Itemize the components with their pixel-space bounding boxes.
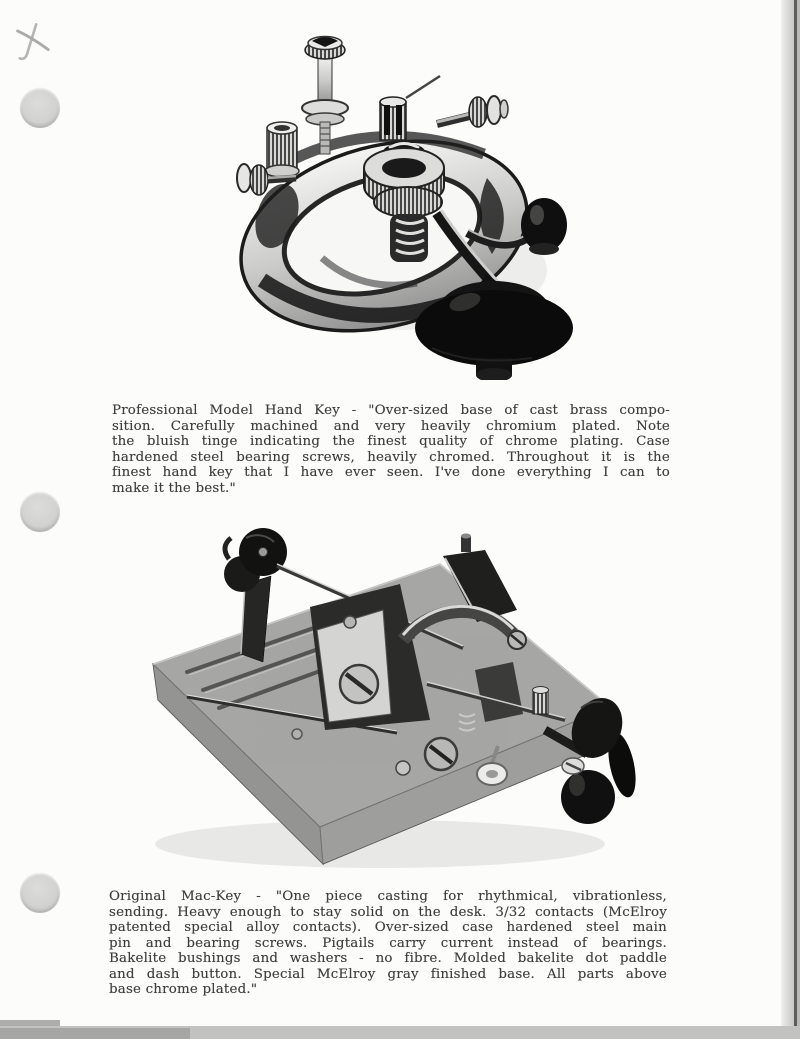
mac-key-photo	[145, 522, 645, 874]
text-line: hardened steel bearing screws, heavily chromed. Throughout it is the	[112, 449, 670, 465]
text-line: pin and bearing screws. Pigtails carry current instead of bearings.	[109, 935, 667, 951]
text-line: patented special alloy contacts). Over-sized case hardened steel main	[109, 920, 667, 935]
scan-edge-line-right	[794, 0, 797, 1034]
text-line: Original Mac-Key - "One piece casting for rhythmical, vibrationless,	[109, 889, 667, 904]
hand-key-description	[112, 403, 670, 496]
text-line: and dash button. Special McElroy gray finished base. All parts above	[109, 966, 667, 982]
hand-key-photo	[232, 28, 574, 380]
text-line: sition. Carefully machined and very heavily chromium plated. Note	[112, 418, 670, 434]
text-line: Bakelite bushings and washers - no fibre. Molded bakelite dot paddle	[109, 951, 667, 966]
text-line: finest hand key that I have ever seen. I've done everything I can to	[112, 465, 670, 480]
text-line: sending. Heavy enough to stay solid on the desk. 3/32 contacts (McElroy	[109, 904, 667, 920]
pencil-x-mark	[12, 20, 56, 66]
punch-hole-bottom	[20, 873, 60, 913]
scan-edge-fade-right	[781, 0, 794, 1030]
text-line: the bluish tinge indicating the finest quality of chrome plating. Case	[112, 434, 670, 449]
scan-edge-patch-bottom-left	[0, 1028, 190, 1039]
hand-key-illustration	[232, 28, 574, 380]
text-line: base chrome plated."	[109, 982, 258, 997]
mac-key-illustration	[145, 522, 645, 874]
text-line: Professional Model Hand Key - "Over-sized base of cast brass compo-	[112, 403, 670, 418]
punch-hole-top	[20, 88, 60, 128]
mac-key-description	[109, 889, 667, 998]
punch-hole-middle	[20, 492, 60, 532]
text-line: make it the best."	[112, 480, 236, 496]
